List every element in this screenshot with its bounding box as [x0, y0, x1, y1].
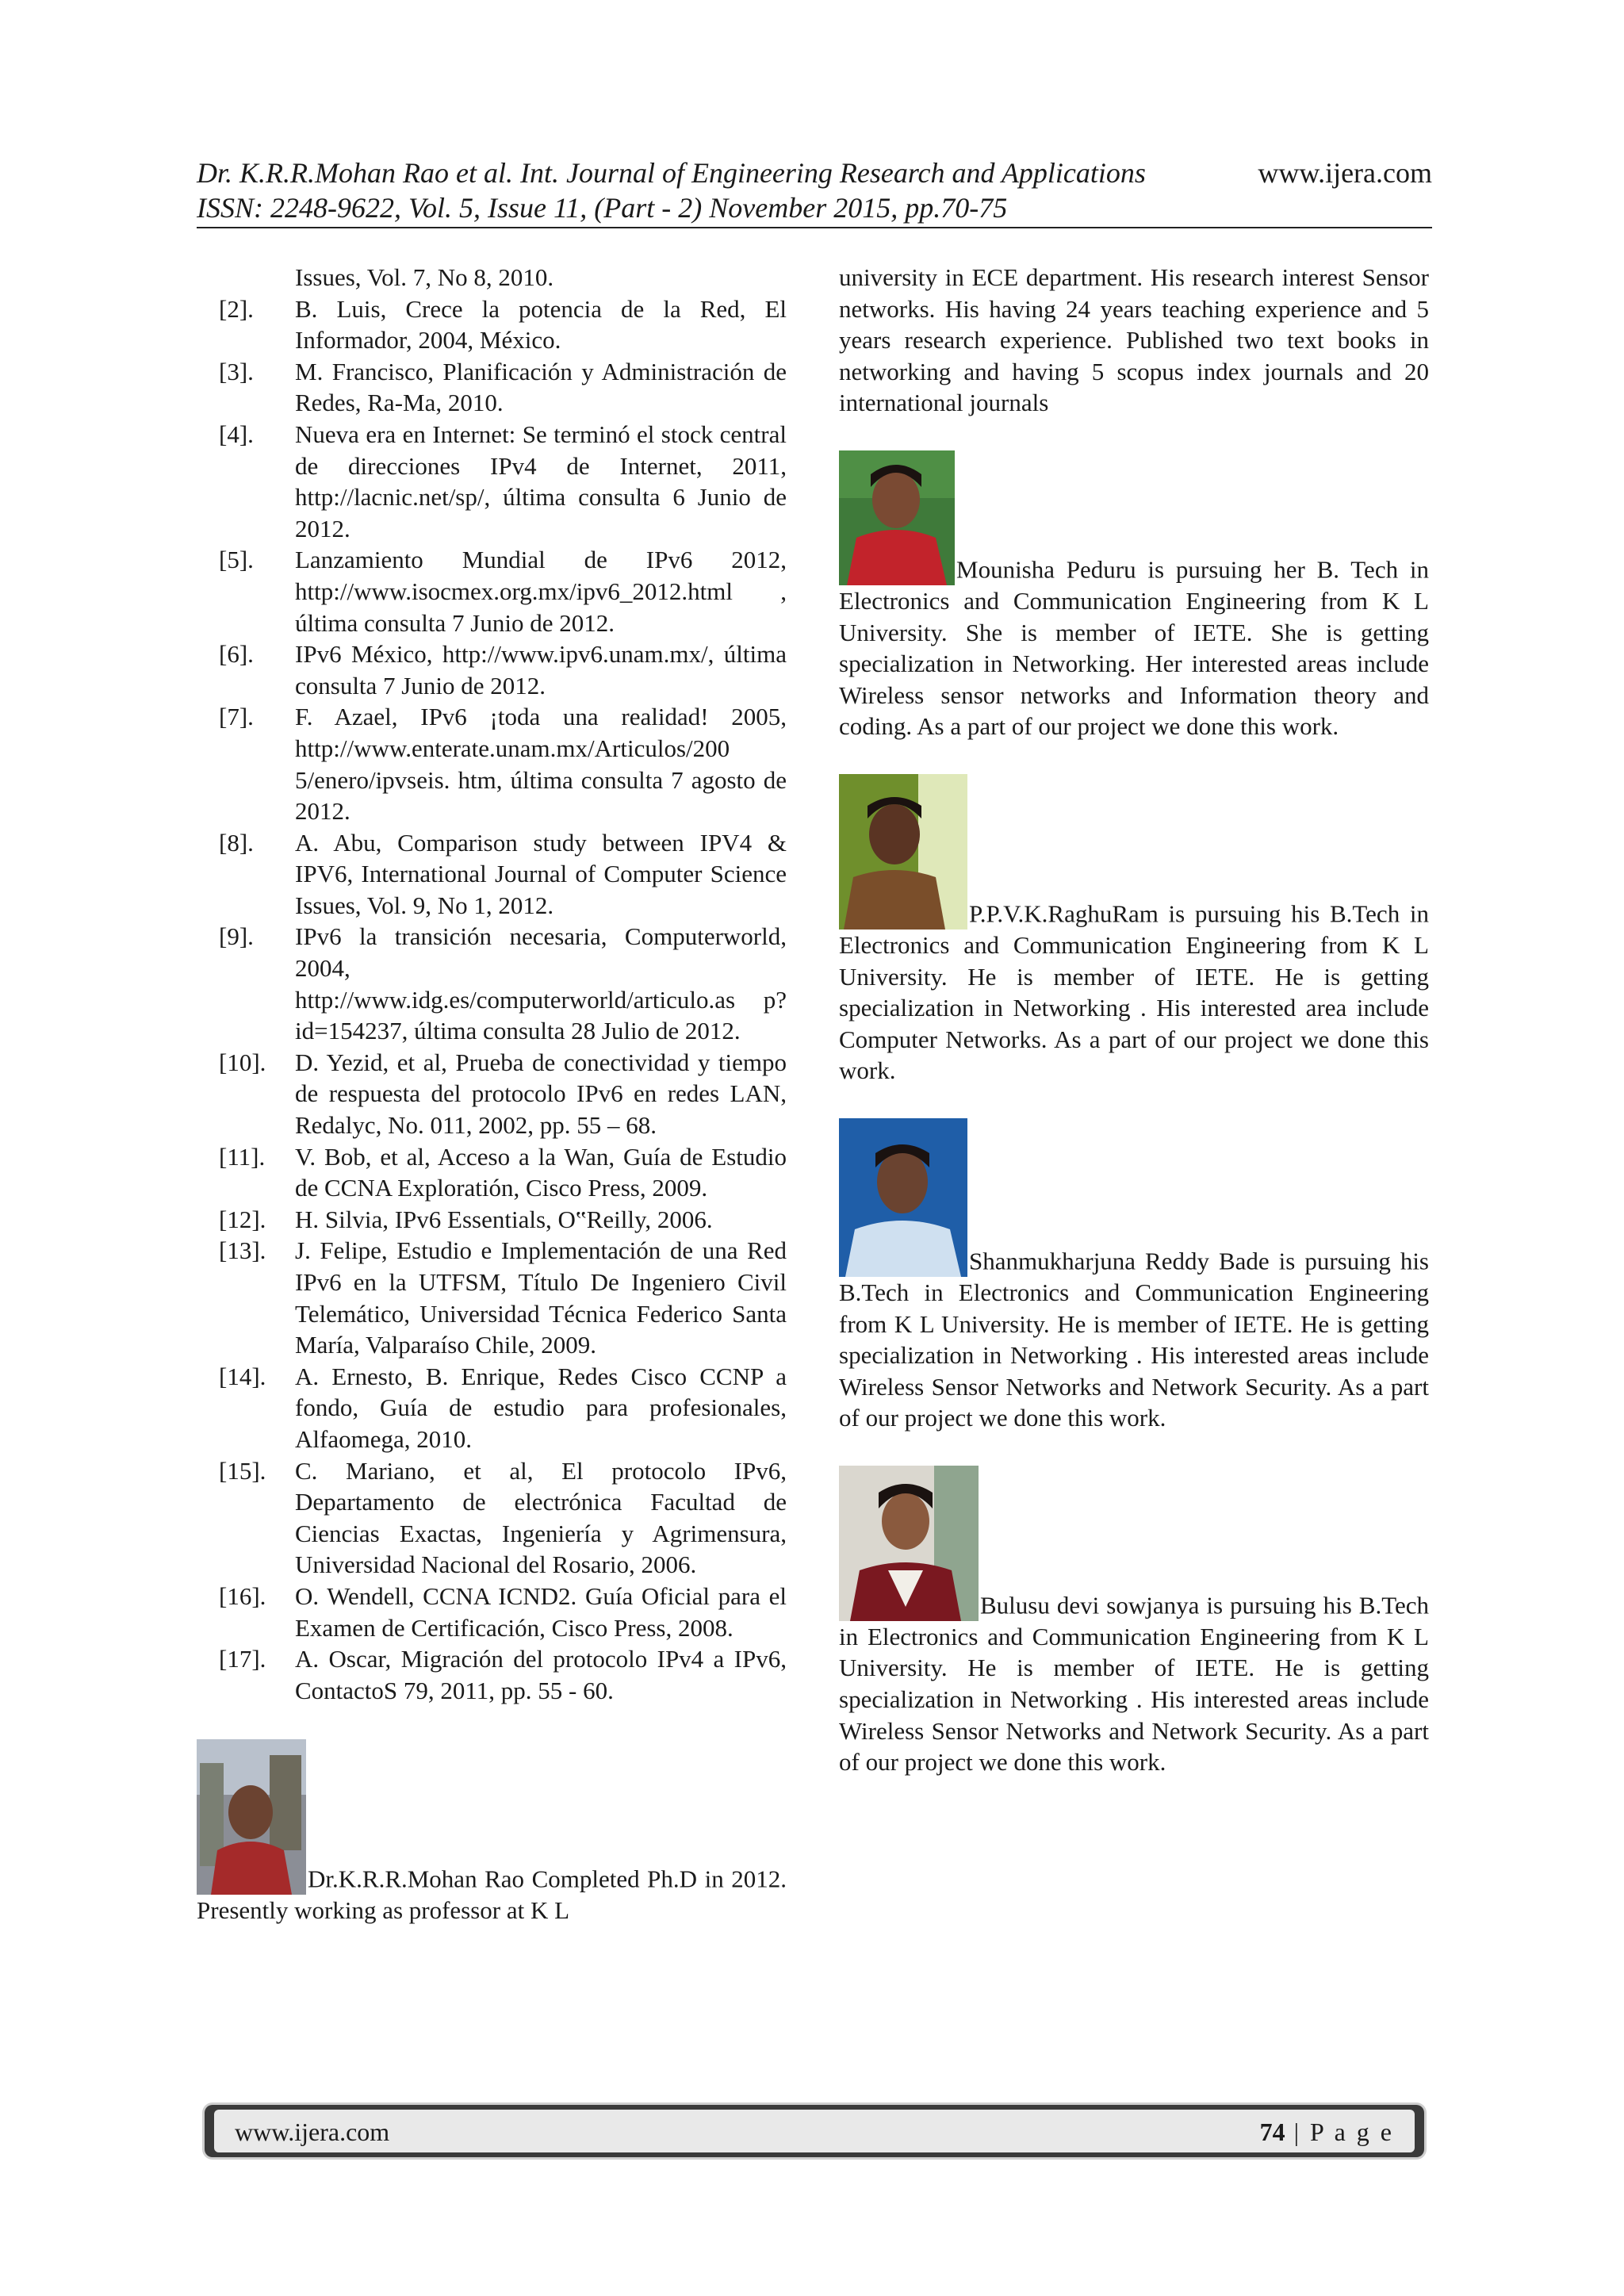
- reference-text: IPv6 México, http://www.ipv6.unam.mx/, última consulta 7 Junio de 2012.: [295, 640, 787, 700]
- footer-bar: [214, 2110, 1415, 2152]
- reference-text: V. Bob, et al, Acceso a la Wan, Guía de Estudio de CCNA Exploratión, Cisco Press, 2009.: [295, 1142, 787, 1202]
- reference-item: [197, 293, 787, 356]
- reference-text: D. Yezid, et al, Prueba de conectividad y tiempo de respuesta del protocolo IPv6 en redes LAN, Redalyc, No. 011, 2002, pp. 55 – 68.: [295, 1048, 787, 1140]
- reference-number: [16].: [219, 1581, 266, 1610]
- reference-number: [5].: [219, 546, 254, 574]
- journal-citation: Dr. K.R.R.Mohan Rao et al. Int. Journal of Engineering Research and Applications: [197, 157, 1146, 189]
- bio-text: P.P.V.K.RaghuRam is pursuing his B.Tech in Electronics and Communication Engineering from K L University. He is member of IETE. He is getting specialization in Networking . His interested area include Computer Networks. As a part of our project we done this work.: [839, 899, 1429, 1085]
- header-rule: [197, 227, 1432, 228]
- reference-text: F. Azael, IPv6 ¡toda una realidad! 2005, http://www.enterate.unam.mx/Articulos/200 5/enero/ipvseis. htm, última consulta 7 agosto de 2012.: [295, 703, 787, 826]
- reference-item: [197, 921, 787, 1046]
- author-photo: [197, 1739, 306, 1895]
- author-photo: [839, 774, 967, 930]
- reference-number: [6].: [219, 640, 254, 669]
- reference-number: [3].: [219, 357, 254, 385]
- reference-item: [197, 638, 787, 701]
- journal-url: www.ijera.com: [1258, 157, 1432, 189]
- reference-item: [197, 1047, 787, 1141]
- reference-text: Nueva era en Internet: Se terminó el stock central de direcciones IPv4 de Internet, 2011, http://lacnic.net/sp/, última consulta 6 Junio de 2012.: [295, 420, 787, 542]
- running-header-line2: ISSN: 2248-9622, Vol. 5, Issue 11, (Part - 2) November 2015, pp.70-75: [197, 192, 1008, 224]
- reference-number: [17].: [219, 1645, 266, 1673]
- footer-url: www.ijera.com: [235, 2118, 390, 2146]
- bio-text: Mounisha Peduru is pursuing her B. Tech in Electronics and Communication Engineering from K L University. She is member of IETE. She is getting specialization in Networking. Her interested areas include Wireless sensor networks and Information theory and coding. As a part of our project we done this work.: [839, 555, 1429, 741]
- reference-number: [12].: [219, 1205, 266, 1233]
- bio-text: Bulusu devi sowjanya is pursuing his B.Tech in Electronics and Communication Engineering from K L University. He is member of IETE. He is getting specialization in Networking . His interested areas include Wireless Sensor Networks and Network Security. As a part of our project we done this work.: [839, 1591, 1429, 1777]
- reference-number: [14].: [219, 1362, 266, 1390]
- reference-list: [197, 262, 787, 1706]
- reference-text: O. Wendell, CCNA ICND2. Guía Oficial para el Examen de Certificación, Cisco Press, 2008.: [295, 1581, 787, 1642]
- author-photo: [839, 450, 955, 585]
- reference-item: [197, 356, 787, 419]
- reference-text: A. Oscar, Migración del protocolo IPv4 a IPv6, ContactoS 79, 2011, pp. 55 - 60.: [295, 1645, 787, 1704]
- reference-text: M. Francisco, Planificación y Administración de Redes, Ra-Ma, 2010.: [295, 357, 787, 417]
- reference-item: [197, 1204, 787, 1236]
- reference-number: [13].: [219, 1236, 266, 1265]
- reference-number: [2].: [219, 294, 254, 323]
- author-bio-shanmukharjuna: [839, 1118, 1429, 1434]
- reference-text: H. Silvia, IPv6 Essentials, O‟Reilly, 2006.: [295, 1205, 713, 1233]
- reference-item: [197, 1643, 787, 1706]
- right-column: [839, 262, 1429, 1778]
- reference-item: [197, 701, 787, 826]
- reference-number: [8].: [219, 828, 254, 857]
- page-footer: [205, 2105, 1424, 2157]
- page-number: [1260, 2118, 1394, 2147]
- author-photo: [839, 1466, 979, 1621]
- page-number-value: 74: [1259, 2118, 1285, 2146]
- reference-item: [197, 419, 787, 544]
- bio-text: university in ECE department. His research interest Sensor networks. His having 24 years teaching experience and 5 years research experience. Published two text books in networking and having 5 scopus index journals and 20 international journals: [839, 263, 1429, 417]
- reference-number: [15].: [219, 1456, 266, 1485]
- reference-item: [197, 1581, 787, 1643]
- reference-continuation: Issues, Vol. 7, No 8, 2010.: [295, 263, 554, 291]
- author-bio-mohan-rao-continued: [839, 262, 1429, 419]
- reference-text: C. Mariano, et al, El protocolo IPv6, Departamento de electrónica Facultad de Ciencias Exactas, Ingeniería y Agrimensura, Universidad Nacional del Rosario, 2006.: [295, 1456, 787, 1579]
- reference-text: Lanzamiento Mundial de IPv6 2012, http://www.isocmex.org.mx/ipv6_2012.html , última consulta 7 Junio de 2012.: [295, 546, 787, 637]
- reference-number: [11].: [219, 1142, 266, 1171]
- reference-text: B. Luis, Crece la potencia de la Red, El Informador, 2004, México.: [295, 294, 787, 355]
- reference-item: [197, 827, 787, 922]
- author-photo: [839, 1118, 967, 1277]
- reference-number: [10].: [219, 1048, 266, 1076]
- reference-item: [197, 1455, 787, 1581]
- reference-number: [7].: [219, 703, 254, 731]
- left-column: [197, 262, 787, 1926]
- reference-item: [197, 1361, 787, 1455]
- author-bio-raghuram: [839, 774, 1429, 1087]
- page-label: | P a g e: [1285, 2118, 1394, 2146]
- reference-item: [197, 544, 787, 638]
- running-header-line1: [197, 155, 1432, 190]
- reference-number: [4].: [219, 420, 254, 448]
- reference-text: J. Felipe, Estudio e Implementación de una Red IPv6 en la UTFSM, Título De Ingeniero Civil Telemático, Universidad Técnica Federico Santa María, Valparaíso Chile, 2009.: [295, 1236, 787, 1359]
- reference-text: A. Ernesto, B. Enrique, Redes Cisco CCNP a fondo, Guía de estudio para profesionales, Alfaomega, 2010.: [295, 1362, 787, 1453]
- author-bio-mohan-rao: [197, 1739, 787, 1926]
- reference-item: [197, 1235, 787, 1360]
- reference-item: [197, 1141, 787, 1204]
- reference-number: [9].: [219, 922, 254, 951]
- author-bio-sowjanya: [839, 1466, 1429, 1778]
- reference-text: IPv6 la transición necesaria, Computerworld, 2004, http://www.idg.es/computerworld/articulo.as p?id=154237, última consulta 28 Julio de 2012.: [295, 922, 787, 1045]
- bio-text: Dr.K.R.R.Mohan Rao Completed Ph.D in 2012. Presently working as professor at K L: [197, 1865, 787, 1925]
- reference-text: A. Abu, Comparison study between IPV4 & IPV6, International Journal of Computer Science Issues, Vol. 9, No 1, 2012.: [295, 828, 787, 919]
- bio-text: Shanmukharjuna Reddy Bade is pursuing his B.Tech in Electronics and Communication Engineering from K L University. He is member of IETE. He is getting specialization in Networking . His interested areas include Wireless Sensor Networks and Network Security. As a part of our project we done this work.: [839, 1247, 1429, 1432]
- author-bio-mounisha: [839, 450, 1429, 742]
